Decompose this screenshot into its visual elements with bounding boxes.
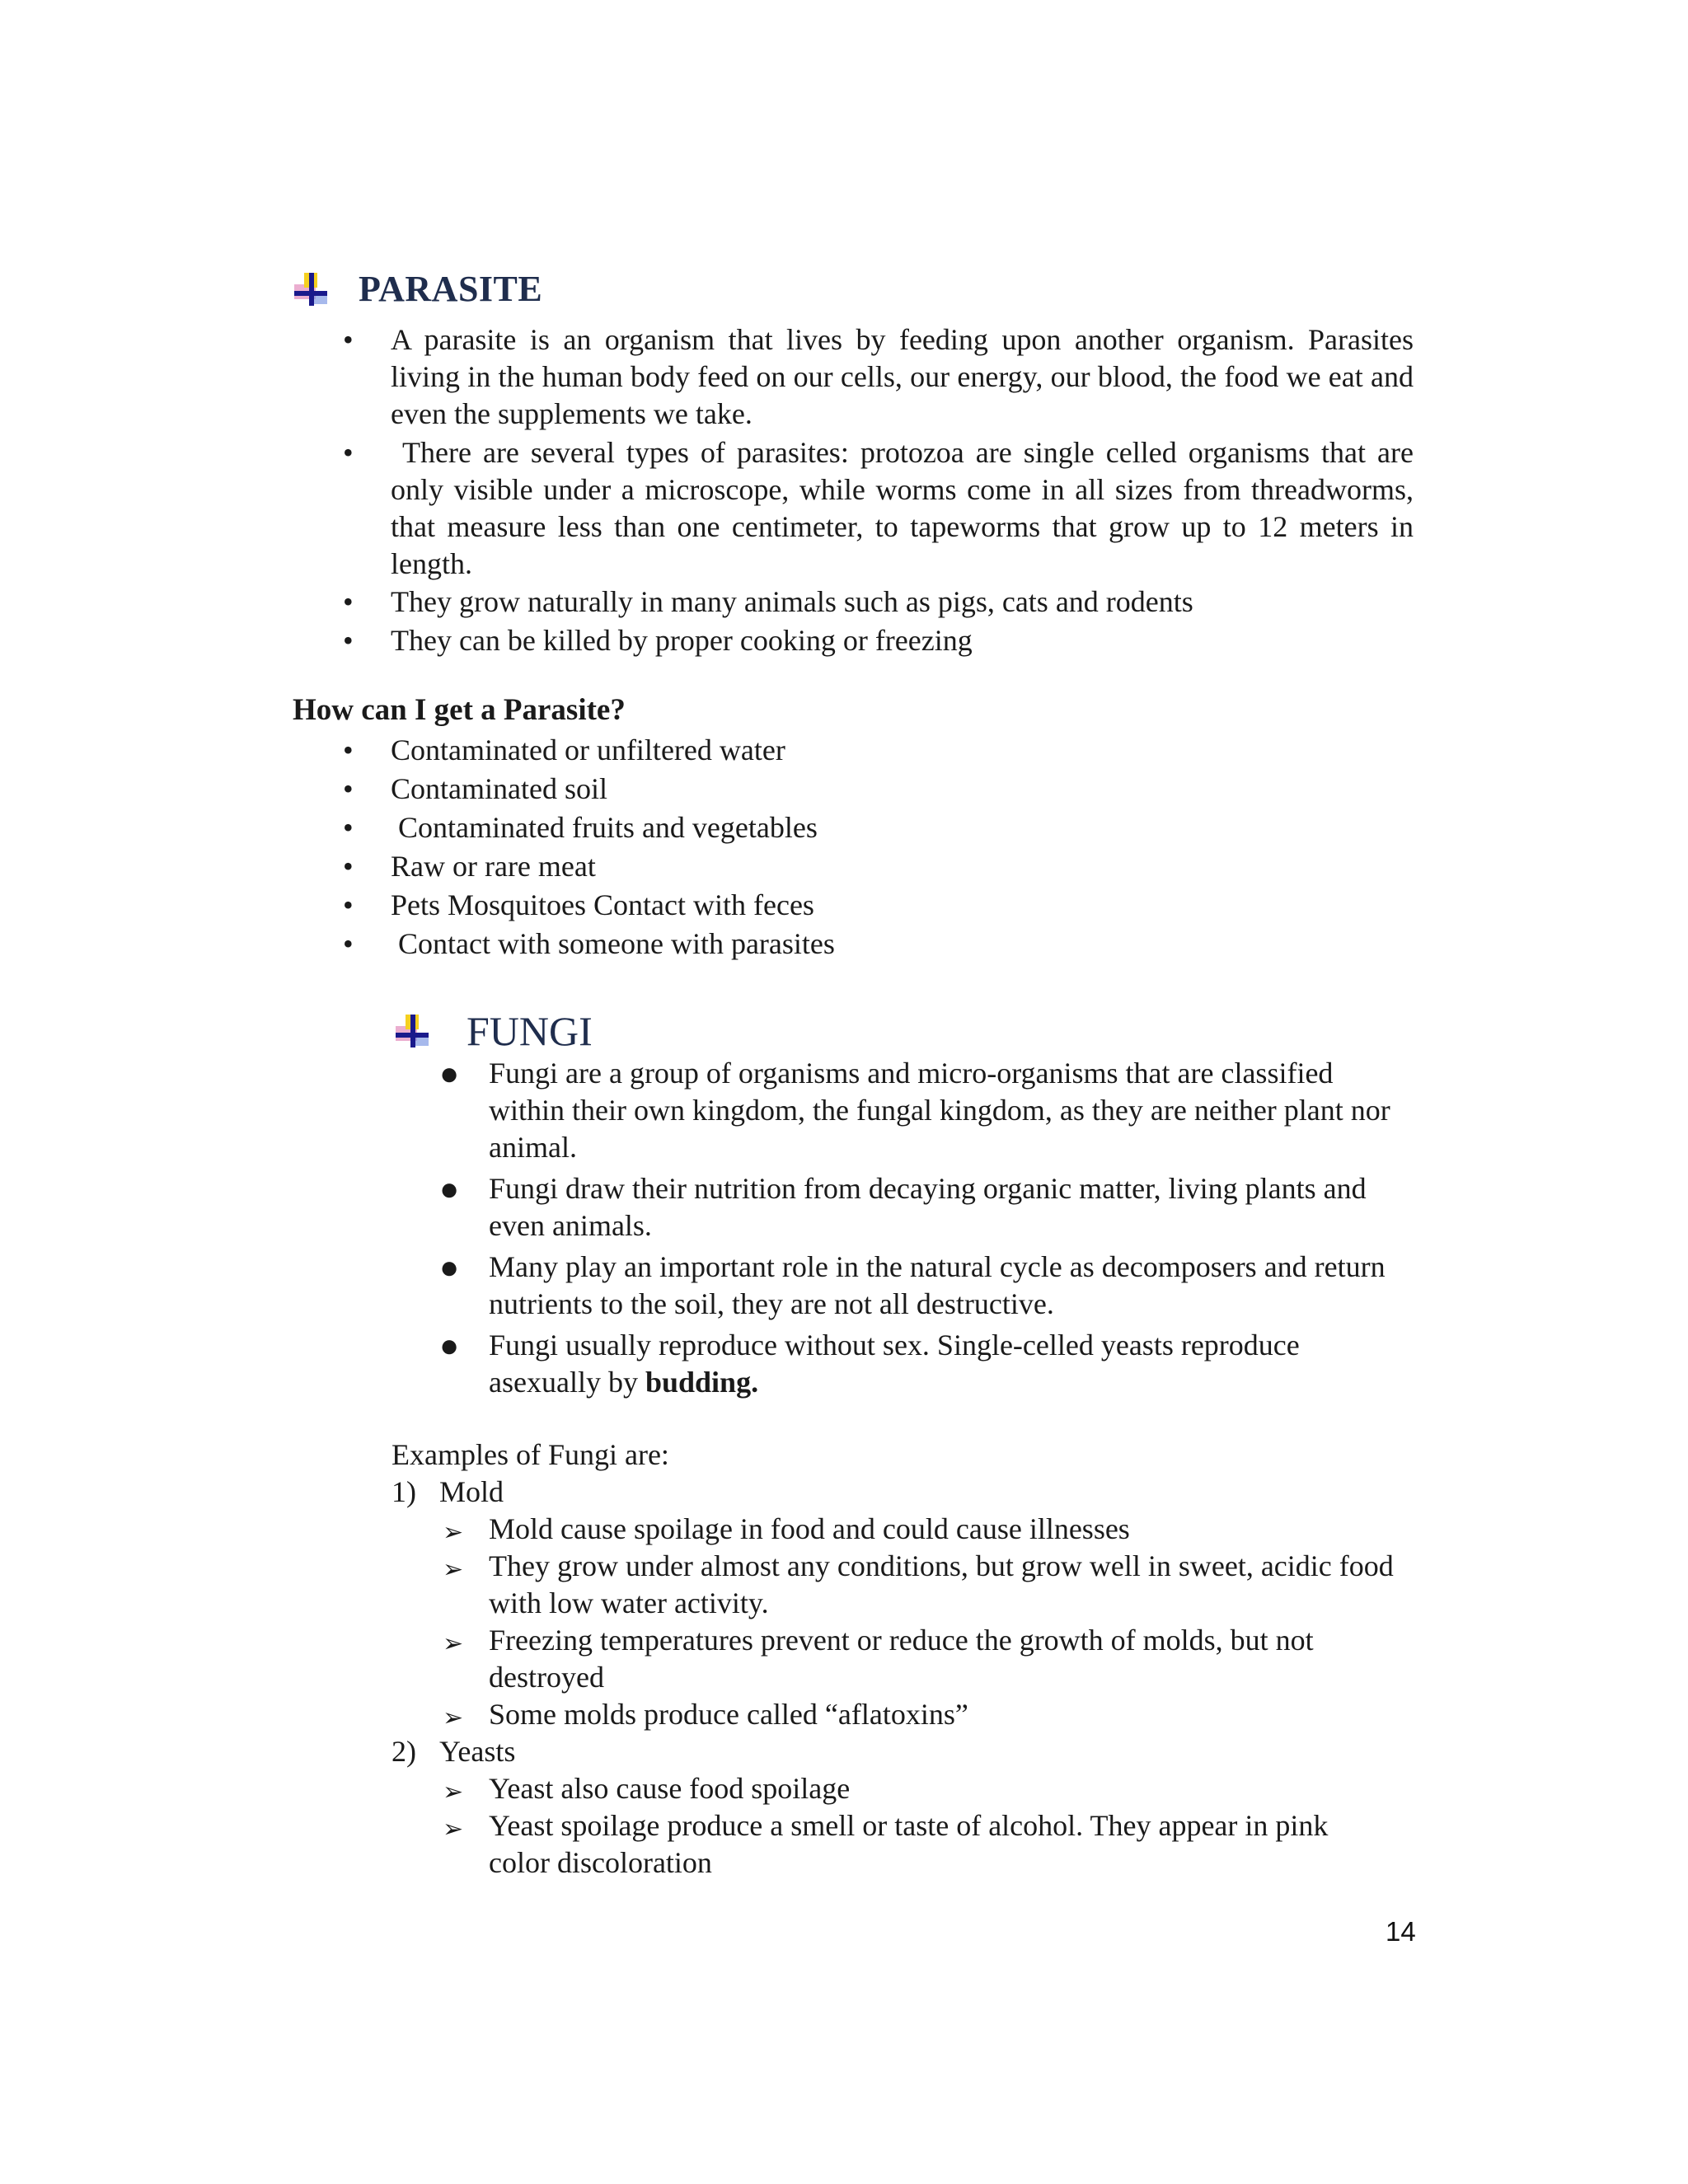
how-list-item: • Contaminated fruits and vegetables <box>343 811 818 844</box>
example-name-yeasts: Yeasts <box>439 1735 516 1768</box>
how-list-item: • Pets Mosquitoes Contact with feces <box>343 888 814 921</box>
fungi-title: FUNGI <box>467 1008 593 1054</box>
yeast-point: ➢ Yeast spoilage produce a smell or taste of alcohol. They appear in pink color discoloration <box>443 1809 1329 1879</box>
bold-word-budding: budding. <box>645 1366 759 1399</box>
example-number: 1) <box>392 1475 416 1508</box>
parasite-title: PARASITE <box>359 269 543 309</box>
parasite-bullet: • They can be killed by proper cooking or freezing <box>343 624 973 657</box>
fungi-bullet: ● Fungi are a group of organisms and micro-organisms that are classified within their own kingdom, the fungal kingdom, as they are neither plant nor animal. <box>439 1055 1390 1164</box>
how-list-item: • Raw or rare meat <box>343 850 596 883</box>
parasite-heading <box>293 268 542 310</box>
fungi-bullet: ● Many play an important role in the natural cycle as decomposers and return nutrients to the soil, they are not all destructive. <box>439 1249 1386 1320</box>
how-heading: How can I get a Parasite? <box>293 693 626 727</box>
example-name-mold: Mold <box>439 1475 504 1508</box>
fungi-heading <box>394 1007 593 1055</box>
parasite-bullet: • They grow naturally in many animals such as pigs, cats and rodents <box>343 585 1193 618</box>
how-list-item: • Contaminated soil <box>343 772 607 805</box>
cross-bullet-icon <box>394 1013 430 1049</box>
mold-point: ➢ Mold cause spoilage in food and could cause illnesses <box>443 1512 1130 1547</box>
fungi-bullet: ● Fungi draw their nutrition from decaying organic matter, living plants and even animals. <box>439 1170 1367 1242</box>
cross-bullet-icon <box>293 271 329 307</box>
how-list-item: • Contact with someone with parasites <box>343 927 835 960</box>
yeast-point: ➢ Yeast also cause food spoilage <box>443 1772 851 1807</box>
mold-point: ➢ Freezing temperatures prevent or reduce the growth of molds, but not destroyed <box>443 1624 1314 1694</box>
how-list-item: • Contaminated or unfiltered water <box>343 733 785 766</box>
parasite-bullet: • There are several types of parasites: protozoa are single celled organisms that are only visible under a microscope, while worms come in all sizes from threadworms, that measure less than one centimeter, to tapeworms that grow up to 12 meters in length. <box>343 436 1421 580</box>
example-number: 2) <box>392 1735 416 1768</box>
fungi-bullet: ● Fungi usually reproduce without sex. Single-celled yeasts reproduce asexually by budding. <box>439 1327 1300 1399</box>
mold-point: ➢ They grow under almost any conditions, but grow well in sweet, acidic food with low water activity. <box>443 1549 1394 1619</box>
examples-label: Examples of Fungi are: <box>392 1438 669 1471</box>
mold-point: ➢ Some molds produce called “aflatoxins” <box>443 1698 968 1732</box>
parasite-bullet: • A parasite is an organism that lives by feeding upon another organism. Parasites living in the human body feed on our cells, our energy, our blood, the food we eat and even the supplements we take. <box>343 323 1414 430</box>
page-number: 14 <box>1386 1916 1416 1947</box>
